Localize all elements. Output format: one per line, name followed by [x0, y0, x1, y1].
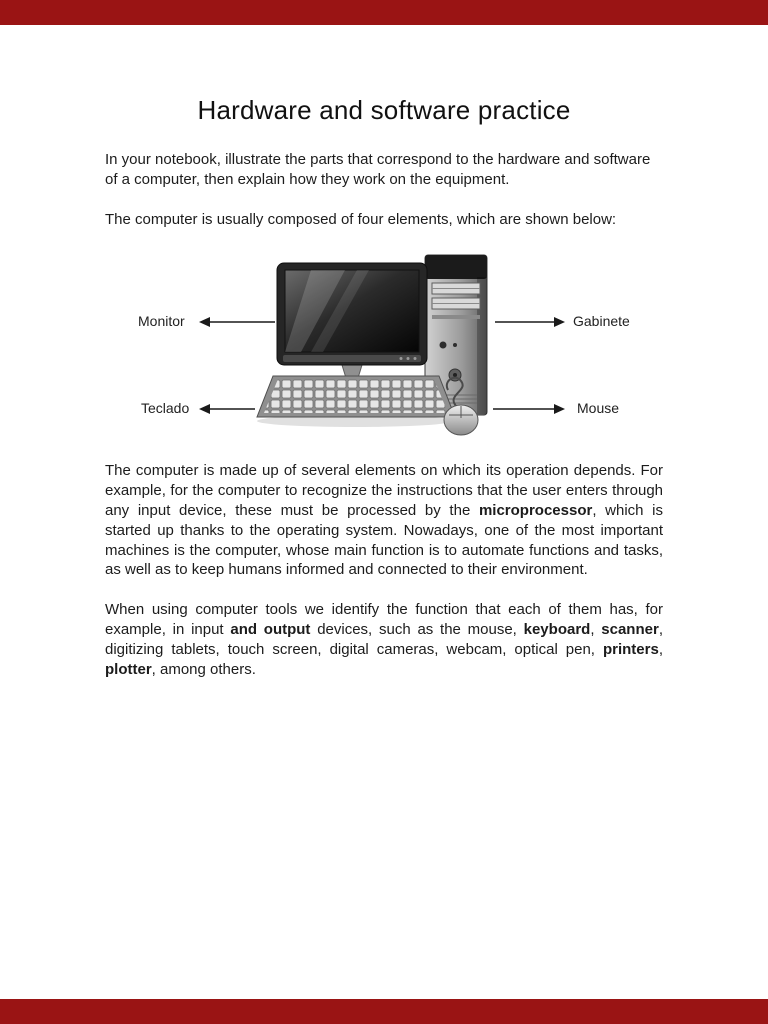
- label-monitor: Monitor: [138, 313, 185, 330]
- computer-illustration: [105, 249, 663, 447]
- viewer-top-bar: [0, 0, 768, 25]
- page-title: Hardware and software practice: [197, 95, 571, 125]
- label-teclado: Teclado: [141, 400, 190, 417]
- paragraph-body-2: When using computer tools we identify the function that each of them has, for example, in input and output devices, such as the mouse, keyboard, scanner, digitizing tablets, touch screen, digital cameras, webcam, optical pen, printers, plotter, among others.: [105, 601, 663, 678]
- paragraph-body-1: The computer is made up of several elements on which its operation depends. For example, for the computer to recognize the instructions that the user enters through any input device, these must be processed by the microprocessor, which is started up thanks to the operating system. Nowadays, one of the most important machines is the computer, whose main function is to automate functions and tasks, as well as to keep humans informed and connected to their environment.: [105, 462, 664, 579]
- paragraph-intro: In your notebook, illustrate the parts that correspond to the hardware and software of a computer, then explain how they work on the equipment.: [105, 151, 651, 188]
- computer-diagram: [105, 249, 663, 447]
- document-page: [0, 25, 768, 999]
- monitor-graphic: [277, 263, 427, 394]
- viewer-bottom-bar: [0, 999, 768, 1024]
- label-gabinete: Gabinete: [573, 313, 630, 330]
- label-mouse: Mouse: [577, 400, 620, 417]
- keyboard-graphic: [257, 376, 455, 427]
- paragraph-composed: The computer is usually composed of four elements, which are shown below:: [105, 210, 617, 228]
